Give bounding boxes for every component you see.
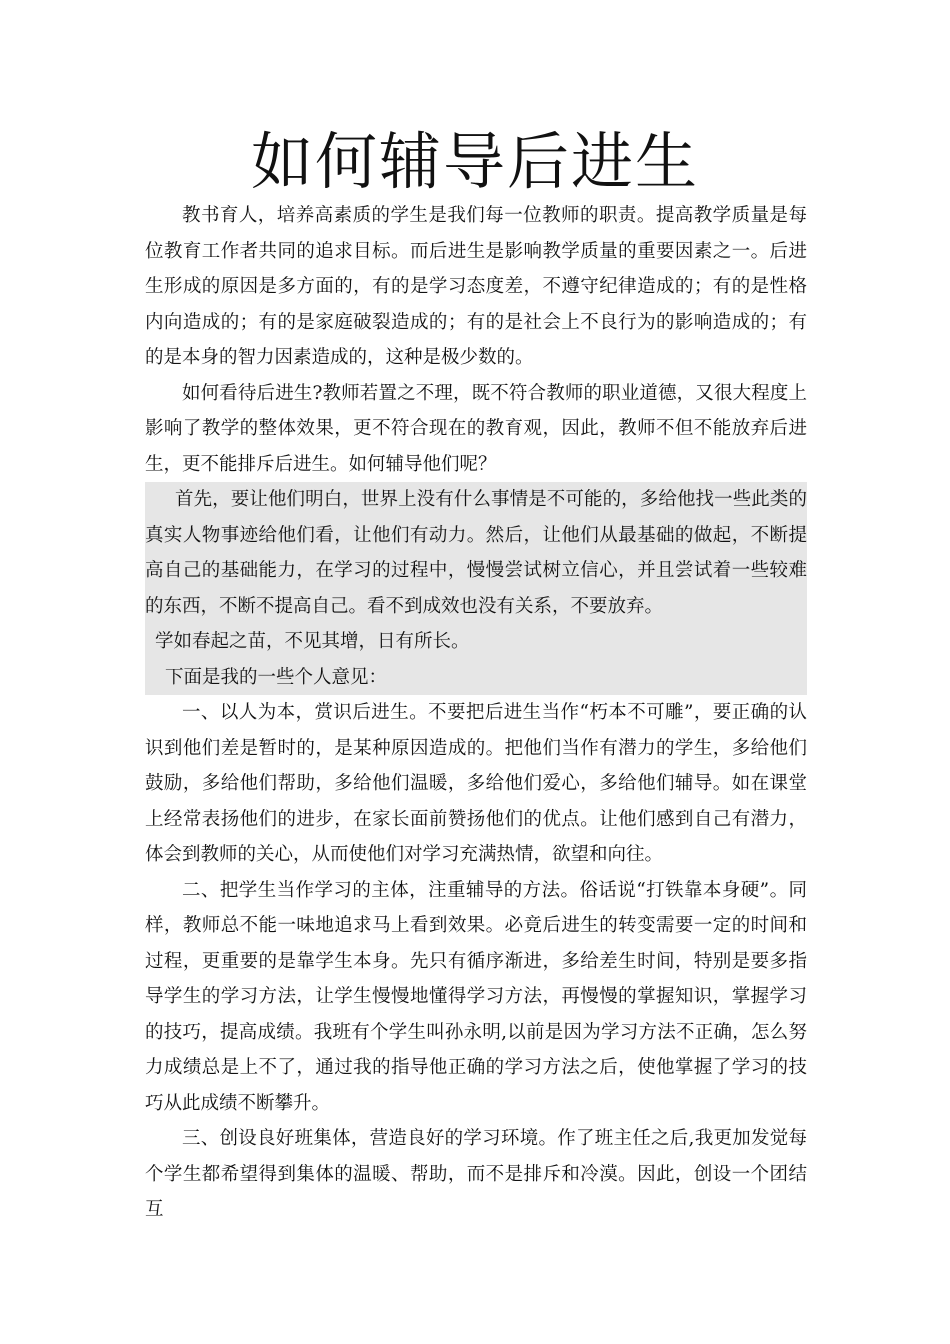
paragraph-first-step: 首先，要让他们明白，世界上没有什么事情是不可能的，多给他找一些此类的真实人物事迹给他们看，让他们有动力。然后，让他们从最基础的做起，不断提高自己的基础能力，在学习的过程中，慢慢尝试树立信心，并且尝试着一些较难的东西，不断不提高自己。看不到成效也没有关系，不要放弃。 [145,489,807,617]
document-title: 如何辅导后进生 [250,125,699,198]
paragraph-opinions-intro: 下面是我的一些个人意见： [165,666,388,688]
paragraph-proverb: 学如春起之苗，不见其增，日有所长。 [155,631,470,652]
paragraph-point-two: 二、把学生当作学习的主体，注重辅导的方法。俗话说“打铁靠本身硬”。同样，教师总不能一味地追求马上看到效果。必竟后进生的转变需要一定的时间和过程，更重要的是靠学生本身。先只有循序渐进，多给差生时间，特别是要多指导学生的学习方法，让学生慢慢地懂得学习方法，再慢慢的掌握知识，掌握学习的技巧，提高成绩。我班有个学生叫孙永明,以前是因为学习方法不正确，怎么努力成绩总是上不了，通过我的指导他正确的学习方法之后，使他掌握了学习的技巧从此成绩不断攀升。 [145,879,807,1114]
highlighted-block [145,482,807,695]
paragraph-question: 如何看待后进生?教师若置之不理，既不符合教师的职业道德，又很大程度上影响了教学的整体效果，更不符合现在的教育观，因此，教师不但不能放弃后进生，更不能排斥后进生。如何辅导他们呢？ [145,382,807,475]
paragraph-point-one: 一、以人为本，赏识后进生。不要把后进生当作“朽本不可雕”，要正确的认识到他们差是暂时的，是某种原因造成的。把他们当作有潜力的学生，多给他们鼓励，多给他们帮助，多给他们温暖，多给他们爱心，多给他们辅导。如在课堂上经常表扬他们的进步，在家长面前赞扬他们的优点。让他们感到自己有潜力，体会到教师的关心，从而使他们对学习充满热情，欲望和向往。 [145,702,807,865]
paragraph-point-three: 三、创设良好班集体，营造良好的学习环境。作了班主任之后,我更加发觉每个学生都希望得到集体的温暖、帮助，而不是排斥和冷漠。因此，创设一个团结互 [145,1128,807,1220]
paragraph-intro: 教书育人，培养高素质的学生是我们每一位教师的职责。提高教学质量是每位教育工作者共同的追求目标。而后进生是影响教学质量的重要因素之一。后进生形成的原因是多方面的，有的是学习态度差，不遵守纪律造成的；有的是性格内向造成的；有的是家庭破裂造成的；有的是社会上不良行为的影响造成的；有的是本身的智力因素造成的，这种是极少数的。 [145,205,807,368]
document-body [145,198,807,1228]
